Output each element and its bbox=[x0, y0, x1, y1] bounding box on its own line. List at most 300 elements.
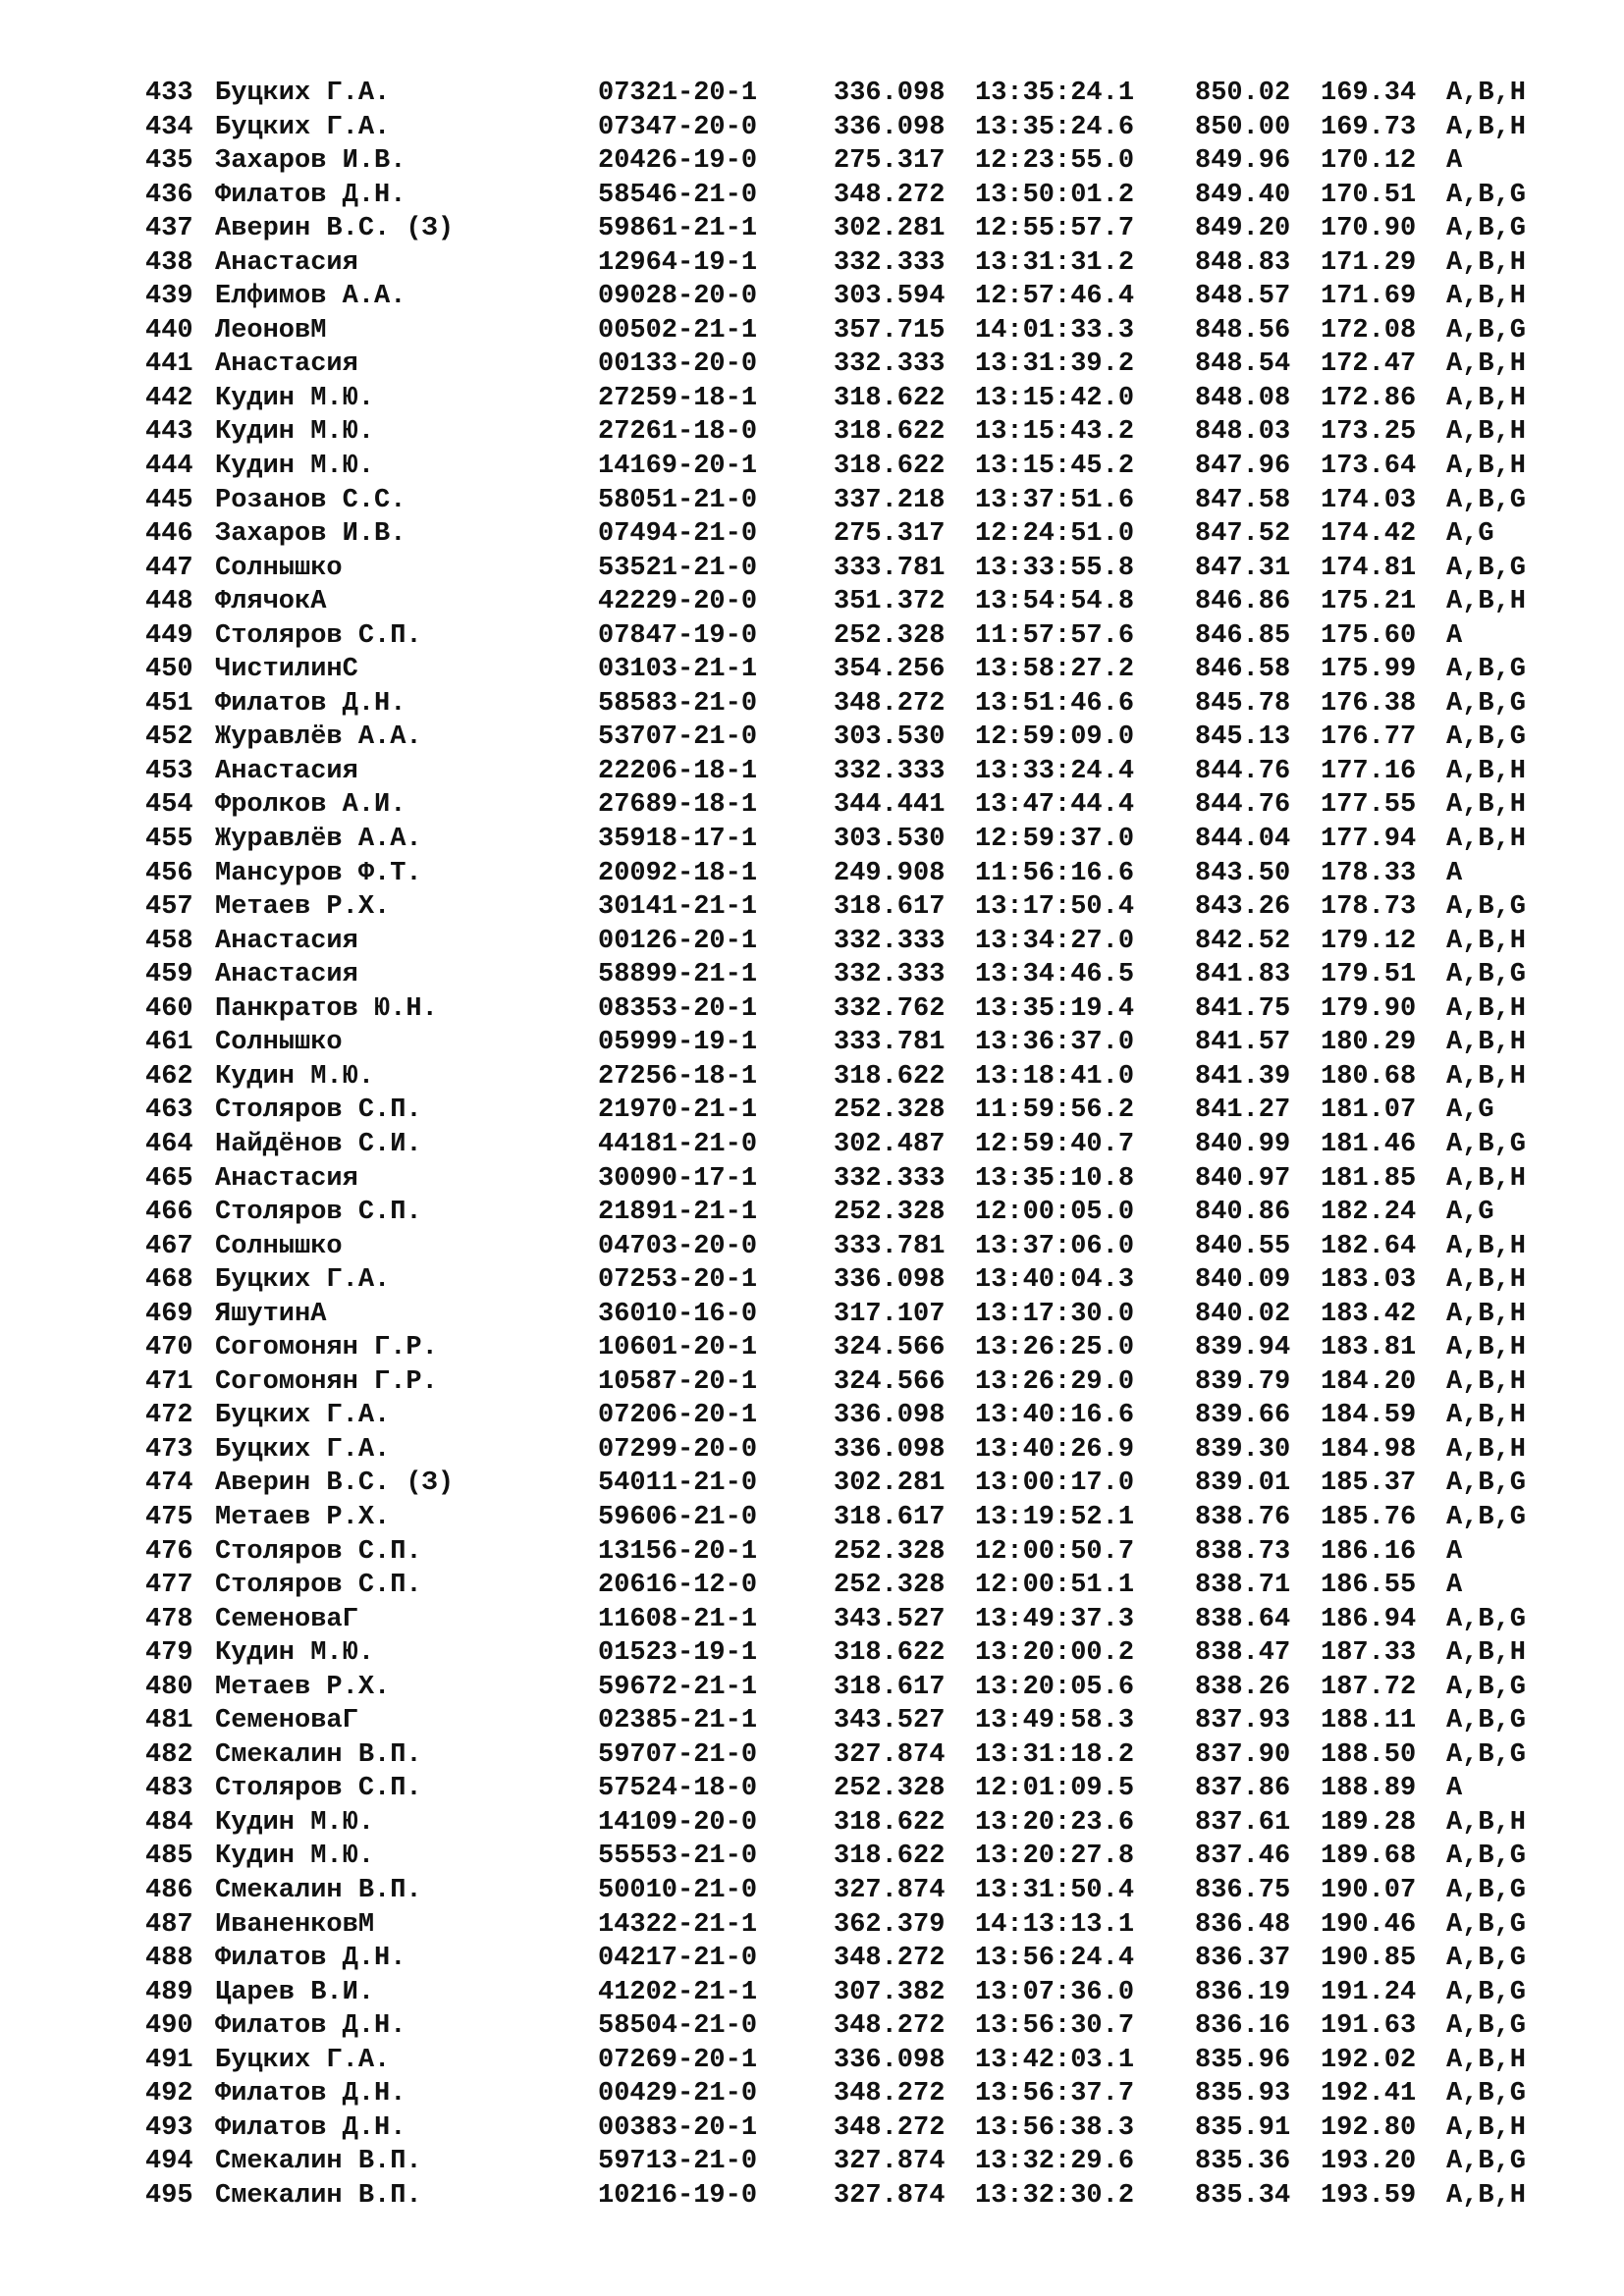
points-cell: 177.55 bbox=[1321, 790, 1417, 821]
arrival-time-cell: 13:15:43.2 bbox=[975, 417, 1135, 448]
speed-cell: 836.75 bbox=[1195, 1875, 1291, 1905]
speed-cell: 839.94 bbox=[1195, 1333, 1291, 1363]
group-cell: A,B,G bbox=[1446, 1706, 1527, 1736]
table-row bbox=[145, 382, 1549, 416]
distance-cell: 333.781 bbox=[834, 1028, 946, 1058]
distance-cell: 332.333 bbox=[834, 247, 946, 278]
arrival-time-cell: 12:59:37.0 bbox=[975, 825, 1135, 855]
ring-number-cell: 59707-21-0 bbox=[598, 1739, 758, 1770]
distance-cell: 332.333 bbox=[834, 756, 946, 786]
distance-cell: 336.098 bbox=[834, 2045, 946, 2075]
speed-cell: 835.91 bbox=[1195, 2112, 1291, 2143]
rank-cell: 445 bbox=[145, 485, 193, 515]
fancier-name-cell: Смекалин В.П. bbox=[215, 2180, 422, 2211]
fancier-name-cell: Столяров С.П. bbox=[215, 620, 422, 651]
fancier-name-cell: Захаров И.В. bbox=[215, 146, 406, 177]
rank-cell: 458 bbox=[145, 926, 193, 956]
rank-cell: 490 bbox=[145, 2011, 193, 2042]
fancier-name-cell: Смекалин В.П. bbox=[215, 2147, 422, 2177]
rank-cell: 478 bbox=[145, 1604, 193, 1634]
table-row bbox=[145, 1433, 1549, 1468]
speed-cell: 849.20 bbox=[1195, 214, 1291, 244]
points-cell: 172.86 bbox=[1321, 383, 1417, 413]
ring-number-cell: 55553-21-0 bbox=[598, 1842, 758, 1872]
table-row bbox=[145, 484, 1549, 518]
points-cell: 180.68 bbox=[1321, 1061, 1417, 1092]
group-cell: A,B,G bbox=[1446, 180, 1527, 210]
points-cell: 186.16 bbox=[1321, 1536, 1417, 1567]
ring-number-cell: 04703-20-0 bbox=[598, 1231, 758, 1261]
table-row bbox=[145, 1331, 1549, 1365]
speed-cell: 847.52 bbox=[1195, 519, 1291, 550]
speed-cell: 849.96 bbox=[1195, 146, 1291, 177]
table-row bbox=[145, 111, 1549, 145]
fancier-name-cell: Столяров С.П. bbox=[215, 1198, 422, 1228]
table-row bbox=[145, 1026, 1549, 1060]
fancier-name-cell: Смекалин В.П. bbox=[215, 1875, 422, 1905]
table-row bbox=[145, 1501, 1549, 1535]
distance-cell: 252.328 bbox=[834, 1198, 946, 1228]
points-cell: 191.24 bbox=[1321, 1977, 1417, 2007]
distance-cell: 302.487 bbox=[834, 1129, 946, 1159]
rank-cell: 462 bbox=[145, 1061, 193, 1092]
rank-cell: 474 bbox=[145, 1468, 193, 1499]
table-row bbox=[145, 823, 1549, 857]
fancier-name-cell: Анастасия bbox=[215, 349, 358, 380]
distance-cell: 332.762 bbox=[834, 993, 946, 1024]
group-cell: A,B,H bbox=[1446, 2180, 1527, 2211]
ring-number-cell: 11608-21-1 bbox=[598, 1604, 758, 1634]
fancier-name-cell: Аверин В.С. (З) bbox=[215, 214, 455, 244]
table-row bbox=[145, 1399, 1549, 1433]
distance-cell: 275.317 bbox=[834, 146, 946, 177]
table-row bbox=[145, 1636, 1549, 1671]
group-cell: A bbox=[1446, 620, 1463, 651]
speed-cell: 837.61 bbox=[1195, 1807, 1291, 1838]
group-cell: A,B,H bbox=[1446, 1265, 1527, 1296]
fancier-name-cell: Анастасия bbox=[215, 1163, 358, 1194]
rank-cell: 443 bbox=[145, 417, 193, 448]
speed-cell: 841.75 bbox=[1195, 993, 1291, 1024]
speed-cell: 845.13 bbox=[1195, 722, 1291, 753]
table-row bbox=[145, 314, 1549, 348]
fancier-name-cell: Филатов Д.Н. bbox=[215, 180, 406, 210]
ring-number-cell: 53707-21-0 bbox=[598, 722, 758, 753]
distance-cell: 327.874 bbox=[834, 2180, 946, 2211]
fancier-name-cell: Солнышко bbox=[215, 1231, 343, 1261]
fancier-name-cell: Панкратов Ю.Н. bbox=[215, 993, 438, 1024]
group-cell: A,B,H bbox=[1446, 282, 1527, 312]
speed-cell: 844.04 bbox=[1195, 825, 1291, 855]
speed-cell: 841.57 bbox=[1195, 1028, 1291, 1058]
points-cell: 177.16 bbox=[1321, 756, 1417, 786]
group-cell: A,G bbox=[1446, 1198, 1494, 1228]
rank-cell: 452 bbox=[145, 722, 193, 753]
fancier-name-cell: Захаров И.В. bbox=[215, 519, 406, 550]
rank-cell: 472 bbox=[145, 1401, 193, 1431]
group-cell: A,B,H bbox=[1446, 1061, 1527, 1092]
distance-cell: 332.333 bbox=[834, 926, 946, 956]
speed-cell: 845.78 bbox=[1195, 688, 1291, 719]
table-row bbox=[145, 552, 1549, 586]
rank-cell: 495 bbox=[145, 2180, 193, 2211]
arrival-time-cell: 13:33:55.8 bbox=[975, 553, 1135, 583]
group-cell: A,B,G bbox=[1446, 892, 1527, 923]
group-cell: A,B,G bbox=[1446, 1944, 1527, 1974]
rank-cell: 485 bbox=[145, 1842, 193, 1872]
speed-cell: 839.30 bbox=[1195, 1434, 1291, 1465]
rank-cell: 446 bbox=[145, 519, 193, 550]
fancier-name-cell: Метаев Р.Х. bbox=[215, 1672, 391, 1702]
fancier-name-cell: Столяров С.П. bbox=[215, 1571, 422, 1601]
table-row bbox=[145, 755, 1549, 789]
speed-cell: 835.93 bbox=[1195, 2079, 1291, 2109]
points-cell: 192.80 bbox=[1321, 2112, 1417, 2143]
speed-cell: 840.09 bbox=[1195, 1265, 1291, 1296]
table-row bbox=[145, 517, 1549, 552]
ring-number-cell: 14169-20-1 bbox=[598, 452, 758, 482]
table-row bbox=[145, 958, 1549, 992]
table-row bbox=[145, 721, 1549, 755]
speed-cell: 843.26 bbox=[1195, 892, 1291, 923]
speed-cell: 839.66 bbox=[1195, 1401, 1291, 1431]
fancier-name-cell: Анастасия bbox=[215, 756, 358, 786]
ring-number-cell: 10601-20-1 bbox=[598, 1333, 758, 1363]
arrival-time-cell: 12:24:51.0 bbox=[975, 519, 1135, 550]
rank-cell: 471 bbox=[145, 1366, 193, 1397]
speed-cell: 836.16 bbox=[1195, 2011, 1291, 2042]
fancier-name-cell: Метаев Р.Х. bbox=[215, 1502, 391, 1532]
ring-number-cell: 20092-18-1 bbox=[598, 858, 758, 888]
distance-cell: 252.328 bbox=[834, 620, 946, 651]
rank-cell: 482 bbox=[145, 1739, 193, 1770]
points-cell: 193.59 bbox=[1321, 2180, 1417, 2211]
distance-cell: 252.328 bbox=[834, 1571, 946, 1601]
rank-cell: 435 bbox=[145, 146, 193, 177]
arrival-time-cell: 12:00:51.1 bbox=[975, 1571, 1135, 1601]
points-cell: 181.07 bbox=[1321, 1095, 1417, 1126]
table-row bbox=[145, 1094, 1549, 1128]
points-cell: 171.29 bbox=[1321, 247, 1417, 278]
speed-cell: 838.64 bbox=[1195, 1604, 1291, 1634]
rank-cell: 461 bbox=[145, 1028, 193, 1058]
points-cell: 179.12 bbox=[1321, 926, 1417, 956]
arrival-time-cell: 13:20:27.8 bbox=[975, 1842, 1135, 1872]
speed-cell: 844.76 bbox=[1195, 756, 1291, 786]
speed-cell: 841.27 bbox=[1195, 1095, 1291, 1126]
speed-cell: 840.02 bbox=[1195, 1299, 1291, 1329]
speed-cell: 836.37 bbox=[1195, 1944, 1291, 1974]
group-cell: A,B,H bbox=[1446, 1163, 1527, 1194]
table-row bbox=[145, 280, 1549, 314]
rank-cell: 434 bbox=[145, 112, 193, 142]
ring-number-cell: 54011-21-0 bbox=[598, 1468, 758, 1499]
ring-number-cell: 53521-21-0 bbox=[598, 553, 758, 583]
rank-cell: 457 bbox=[145, 892, 193, 923]
speed-cell: 840.86 bbox=[1195, 1198, 1291, 1228]
distance-cell: 327.874 bbox=[834, 1875, 946, 1905]
table-row bbox=[145, 212, 1549, 246]
ring-number-cell: 30090-17-1 bbox=[598, 1163, 758, 1194]
fancier-name-cell: Кудин М.Ю. bbox=[215, 1638, 375, 1669]
rank-cell: 463 bbox=[145, 1095, 193, 1126]
fancier-name-cell: Аверин В.С. (З) bbox=[215, 1468, 455, 1499]
fancier-name-cell: Елфимов А.А. bbox=[215, 282, 406, 312]
ring-number-cell: 09028-20-0 bbox=[598, 282, 758, 312]
distance-cell: 252.328 bbox=[834, 1095, 946, 1126]
points-cell: 183.03 bbox=[1321, 1265, 1417, 1296]
ring-number-cell: 30141-21-1 bbox=[598, 892, 758, 923]
points-cell: 173.25 bbox=[1321, 417, 1417, 448]
rank-cell: 492 bbox=[145, 2079, 193, 2109]
table-row bbox=[145, 1162, 1549, 1197]
fancier-name-cell: Столяров С.П. bbox=[215, 1536, 422, 1567]
rank-cell: 439 bbox=[145, 282, 193, 312]
table-row bbox=[145, 2009, 1549, 2044]
distance-cell: 348.272 bbox=[834, 1944, 946, 1974]
speed-cell: 844.76 bbox=[1195, 790, 1291, 821]
fancier-name-cell: Кудин М.Ю. bbox=[215, 383, 375, 413]
speed-cell: 847.31 bbox=[1195, 553, 1291, 583]
ring-number-cell: 07494-21-0 bbox=[598, 519, 758, 550]
arrival-time-cell: 13:26:25.0 bbox=[975, 1333, 1135, 1363]
ring-number-cell: 27689-18-1 bbox=[598, 790, 758, 821]
arrival-time-cell: 13:54:54.8 bbox=[975, 587, 1135, 617]
ring-number-cell: 58546-21-0 bbox=[598, 180, 758, 210]
arrival-time-cell: 12:00:50.7 bbox=[975, 1536, 1135, 1567]
distance-cell: 351.372 bbox=[834, 587, 946, 617]
points-cell: 190.85 bbox=[1321, 1944, 1417, 1974]
ring-number-cell: 21891-21-1 bbox=[598, 1198, 758, 1228]
fancier-name-cell: Розанов С.С. bbox=[215, 485, 406, 515]
group-cell: A,B,G bbox=[1446, 214, 1527, 244]
group-cell: A,B,H bbox=[1446, 2045, 1527, 2075]
rank-cell: 470 bbox=[145, 1333, 193, 1363]
group-cell: A,B,G bbox=[1446, 1909, 1527, 1940]
points-cell: 176.38 bbox=[1321, 688, 1417, 719]
arrival-time-cell: 13:31:31.2 bbox=[975, 247, 1135, 278]
table-row bbox=[145, 1874, 1549, 1908]
points-cell: 175.99 bbox=[1321, 655, 1417, 685]
rank-cell: 493 bbox=[145, 2112, 193, 2143]
distance-cell: 252.328 bbox=[834, 1536, 946, 1567]
group-cell: A,B,H bbox=[1446, 247, 1527, 278]
group-cell: A,B,G bbox=[1446, 553, 1527, 583]
group-cell: A,B,H bbox=[1446, 112, 1527, 142]
points-cell: 191.63 bbox=[1321, 2011, 1417, 2042]
rank-cell: 491 bbox=[145, 2045, 193, 2075]
arrival-time-cell: 13:20:23.6 bbox=[975, 1807, 1135, 1838]
table-row bbox=[145, 1976, 1549, 2010]
points-cell: 172.47 bbox=[1321, 349, 1417, 380]
points-cell: 172.08 bbox=[1321, 315, 1417, 346]
ring-number-cell: 20616-12-0 bbox=[598, 1571, 758, 1601]
distance-cell: 252.328 bbox=[834, 1774, 946, 1804]
arrival-time-cell: 12:01:09.5 bbox=[975, 1774, 1135, 1804]
arrival-time-cell: 14:13:13.1 bbox=[975, 1909, 1135, 1940]
points-cell: 174.42 bbox=[1321, 519, 1417, 550]
rank-cell: 489 bbox=[145, 1977, 193, 2007]
distance-cell: 318.622 bbox=[834, 417, 946, 448]
arrival-time-cell: 13:40:04.3 bbox=[975, 1265, 1135, 1296]
points-cell: 188.11 bbox=[1321, 1706, 1417, 1736]
rank-cell: 476 bbox=[145, 1536, 193, 1567]
points-cell: 181.46 bbox=[1321, 1129, 1417, 1159]
fancier-name-cell: ЛеоновМ bbox=[215, 315, 327, 346]
table-row bbox=[145, 1840, 1549, 1874]
arrival-time-cell: 13:34:27.0 bbox=[975, 926, 1135, 956]
table-row bbox=[145, 1738, 1549, 1773]
group-cell: A,B,H bbox=[1446, 1028, 1527, 1058]
rank-cell: 433 bbox=[145, 79, 193, 108]
arrival-time-cell: 13:42:03.1 bbox=[975, 2045, 1135, 2075]
points-cell: 184.59 bbox=[1321, 1401, 1417, 1431]
fancier-name-cell: Согомонян Г.Р. bbox=[215, 1333, 438, 1363]
distance-cell: 303.530 bbox=[834, 722, 946, 753]
ring-number-cell: 00126-20-1 bbox=[598, 926, 758, 956]
distance-cell: 354.256 bbox=[834, 655, 946, 685]
speed-cell: 839.79 bbox=[1195, 1366, 1291, 1397]
ring-number-cell: 59861-21-1 bbox=[598, 214, 758, 244]
table-row bbox=[145, 1196, 1549, 1230]
distance-cell: 337.218 bbox=[834, 485, 946, 515]
fancier-name-cell: ЧистилинС bbox=[215, 655, 358, 685]
table-row bbox=[145, 1569, 1549, 1603]
rank-cell: 488 bbox=[145, 1944, 193, 1974]
speed-cell: 846.58 bbox=[1195, 655, 1291, 685]
rank-cell: 454 bbox=[145, 790, 193, 821]
rank-cell: 444 bbox=[145, 452, 193, 482]
arrival-time-cell: 13:17:50.4 bbox=[975, 892, 1135, 923]
group-cell: A,B,G bbox=[1446, 1875, 1527, 1905]
ring-number-cell: 07347-20-0 bbox=[598, 112, 758, 142]
points-cell: 169.34 bbox=[1321, 79, 1417, 108]
group-cell: A,B,G bbox=[1446, 485, 1527, 515]
speed-cell: 838.76 bbox=[1195, 1502, 1291, 1532]
distance-cell: 318.617 bbox=[834, 892, 946, 923]
arrival-time-cell: 11:56:16.6 bbox=[975, 858, 1135, 888]
speed-cell: 848.56 bbox=[1195, 315, 1291, 346]
ring-number-cell: 07847-19-0 bbox=[598, 620, 758, 651]
arrival-time-cell: 13:20:05.6 bbox=[975, 1672, 1135, 1702]
group-cell: A,B,H bbox=[1446, 587, 1527, 617]
fancier-name-cell: Кудин М.Ю. bbox=[215, 417, 375, 448]
speed-cell: 837.86 bbox=[1195, 1774, 1291, 1804]
table-row bbox=[145, 585, 1549, 619]
group-cell: A,B,G bbox=[1446, 1739, 1527, 1770]
fancier-name-cell: Столяров С.П. bbox=[215, 1095, 422, 1126]
group-cell: A,B,G bbox=[1446, 2011, 1527, 2042]
arrival-time-cell: 13:18:41.0 bbox=[975, 1061, 1135, 1092]
ring-number-cell: 00383-20-1 bbox=[598, 2112, 758, 2143]
rank-cell: 436 bbox=[145, 180, 193, 210]
distance-cell: 302.281 bbox=[834, 214, 946, 244]
fancier-name-cell: Метаев Р.Х. bbox=[215, 892, 391, 923]
points-cell: 182.24 bbox=[1321, 1198, 1417, 1228]
rank-cell: 486 bbox=[145, 1875, 193, 1905]
rank-cell: 453 bbox=[145, 756, 193, 786]
rank-cell: 477 bbox=[145, 1571, 193, 1601]
ring-number-cell: 21970-21-1 bbox=[598, 1095, 758, 1126]
table-row bbox=[145, 2111, 1549, 2146]
rank-cell: 468 bbox=[145, 1265, 193, 1296]
table-row bbox=[145, 1060, 1549, 1095]
points-cell: 185.37 bbox=[1321, 1468, 1417, 1499]
speed-cell: 838.71 bbox=[1195, 1571, 1291, 1601]
group-cell: A,G bbox=[1446, 1095, 1494, 1126]
distance-cell: 249.908 bbox=[834, 858, 946, 888]
points-cell: 175.21 bbox=[1321, 587, 1417, 617]
table-row bbox=[145, 1263, 1549, 1298]
fancier-name-cell: Буцких Г.А. bbox=[215, 1401, 391, 1431]
points-cell: 192.41 bbox=[1321, 2079, 1417, 2109]
distance-cell: 344.441 bbox=[834, 790, 946, 821]
table-row bbox=[145, 2044, 1549, 2078]
speed-cell: 840.99 bbox=[1195, 1129, 1291, 1159]
distance-cell: 327.874 bbox=[834, 1739, 946, 1770]
table-row bbox=[145, 1128, 1549, 1162]
points-cell: 175.60 bbox=[1321, 620, 1417, 651]
arrival-time-cell: 13:20:00.2 bbox=[975, 1638, 1135, 1669]
ring-number-cell: 07206-20-1 bbox=[598, 1401, 758, 1431]
ring-number-cell: 01523-19-1 bbox=[598, 1638, 758, 1669]
group-cell: A bbox=[1446, 1571, 1463, 1601]
fancier-name-cell: Найдёнов С.И. bbox=[215, 1129, 422, 1159]
fancier-name-cell: Филатов Д.Н. bbox=[215, 1944, 406, 1974]
distance-cell: 332.333 bbox=[834, 349, 946, 380]
ring-number-cell: 05999-19-1 bbox=[598, 1028, 758, 1058]
group-cell: A,B,G bbox=[1446, 1468, 1527, 1499]
arrival-time-cell: 13:31:39.2 bbox=[975, 349, 1135, 380]
rank-cell: 484 bbox=[145, 1807, 193, 1838]
fancier-name-cell: Филатов Д.Н. bbox=[215, 2011, 406, 2042]
fancier-name-cell: Кудин М.Ю. bbox=[215, 1842, 375, 1872]
group-cell: A,B,G bbox=[1446, 960, 1527, 990]
rank-cell: 475 bbox=[145, 1502, 193, 1532]
rank-cell: 437 bbox=[145, 214, 193, 244]
fancier-name-cell: Мансуров Ф.Т. bbox=[215, 858, 422, 888]
rank-cell: 494 bbox=[145, 2147, 193, 2177]
table-row bbox=[145, 450, 1549, 484]
distance-cell: 318.622 bbox=[834, 452, 946, 482]
ring-number-cell: 27259-18-1 bbox=[598, 383, 758, 413]
distance-cell: 333.781 bbox=[834, 1231, 946, 1261]
points-cell: 186.94 bbox=[1321, 1604, 1417, 1634]
arrival-time-cell: 13:17:30.0 bbox=[975, 1299, 1135, 1329]
fancier-name-cell: Филатов Д.Н. bbox=[215, 688, 406, 719]
rank-cell: 467 bbox=[145, 1231, 193, 1261]
rank-cell: 473 bbox=[145, 1434, 193, 1465]
ring-number-cell: 27256-18-1 bbox=[598, 1061, 758, 1092]
distance-cell: 307.382 bbox=[834, 1977, 946, 2007]
points-cell: 183.81 bbox=[1321, 1333, 1417, 1363]
group-cell: A bbox=[1446, 146, 1463, 177]
points-cell: 170.12 bbox=[1321, 146, 1417, 177]
points-cell: 182.64 bbox=[1321, 1231, 1417, 1261]
arrival-time-cell: 11:57:57.6 bbox=[975, 620, 1135, 651]
table-row bbox=[145, 857, 1549, 891]
ring-number-cell: 02385-21-1 bbox=[598, 1706, 758, 1736]
arrival-time-cell: 13:15:45.2 bbox=[975, 452, 1135, 482]
arrival-time-cell: 13:40:26.9 bbox=[975, 1434, 1135, 1465]
points-cell: 193.20 bbox=[1321, 2147, 1417, 2177]
group-cell: A bbox=[1446, 1774, 1463, 1804]
fancier-name-cell: Анастасия bbox=[215, 960, 358, 990]
rank-cell: 459 bbox=[145, 960, 193, 990]
group-cell: A,B,H bbox=[1446, 383, 1527, 413]
distance-cell: 317.107 bbox=[834, 1299, 946, 1329]
speed-cell: 843.50 bbox=[1195, 858, 1291, 888]
